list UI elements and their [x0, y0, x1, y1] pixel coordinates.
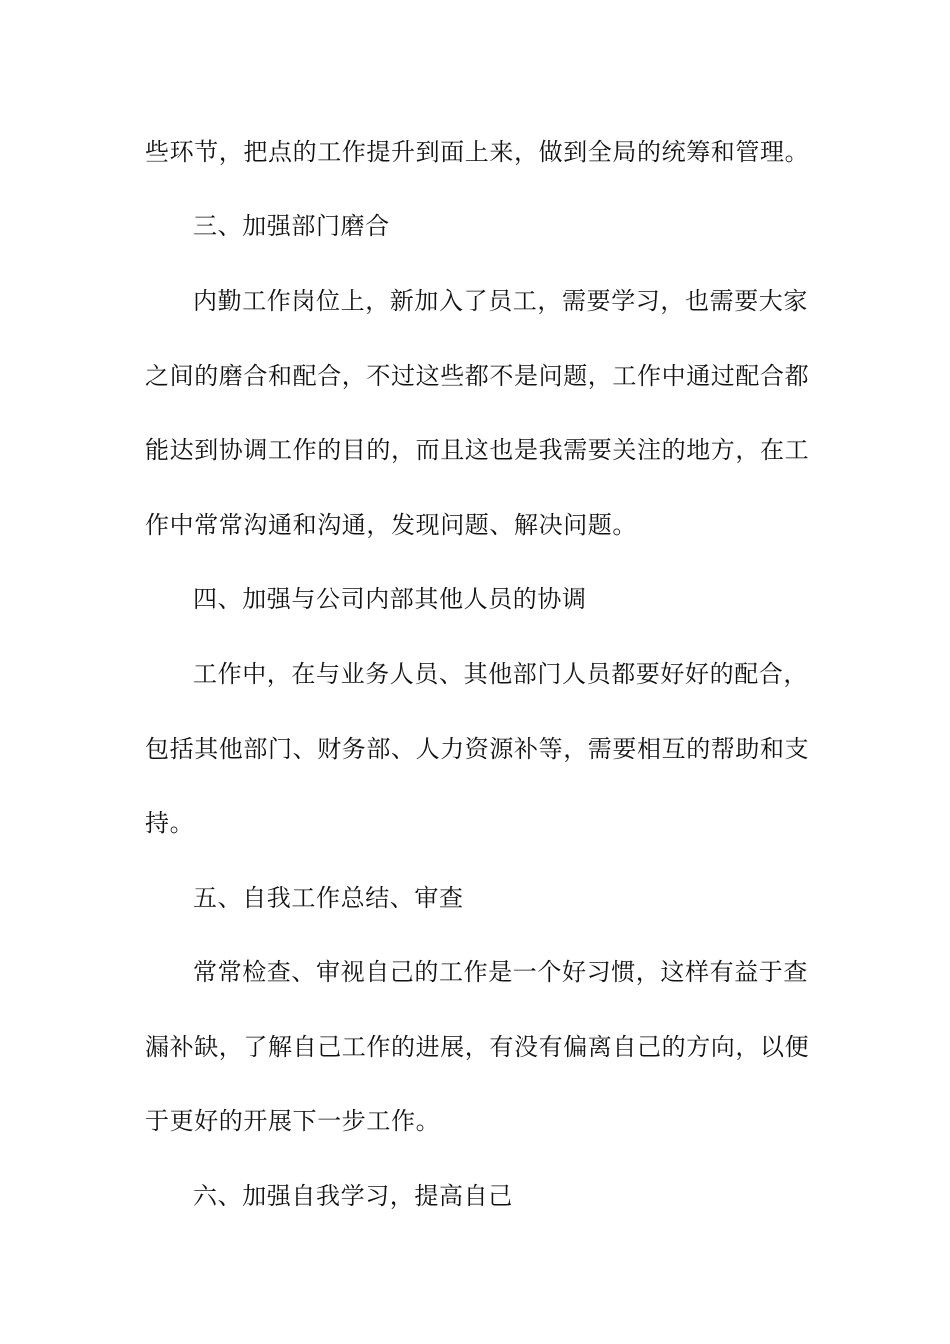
section-heading-3: 三、加强部门磨合 — [193, 212, 390, 240]
paragraph-line: 作中常常沟通和沟通，发现问题、解决问题。 — [145, 511, 637, 539]
paragraph-line: 持。 — [145, 809, 195, 837]
paragraph-line: 内勤工作岗位上，新加入了员工，需要学习，也需要大家 — [193, 287, 808, 315]
paragraph-line: 之间的磨合和配合，不过这些都不是问题，工作中通过配合都 — [145, 362, 810, 390]
section-heading-5: 五、自我工作总结、审查 — [193, 884, 464, 912]
paragraph-line: 漏补缺，了解自己工作的进展，有没有偏离自己的方向，以便 — [145, 1033, 810, 1061]
paragraph-line: 常常检查、审视自己的工作是一个好习惯，这样有益于查 — [193, 958, 808, 986]
paragraph-continuation-line: 些环节，把点的工作提升到面上来，做到全局的统筹和管理。 — [145, 138, 810, 166]
paragraph-line: 包括其他部门、财务部、人力资源补等，需要相互的帮助和支 — [145, 735, 810, 763]
paragraph-line: 能达到协调工作的目的，而且这也是我需要关注的地方，在工 — [145, 436, 810, 464]
paragraph-line: 工作中，在与业务人员、其他部门人员都要好好的配合， — [193, 660, 808, 688]
paragraph-line: 于更好的开展下一步工作。 — [145, 1107, 441, 1135]
section-heading-4: 四、加强与公司内部其他人员的协调 — [193, 585, 587, 613]
section-heading-6: 六、加强自我学习，提高自己 — [193, 1182, 513, 1210]
